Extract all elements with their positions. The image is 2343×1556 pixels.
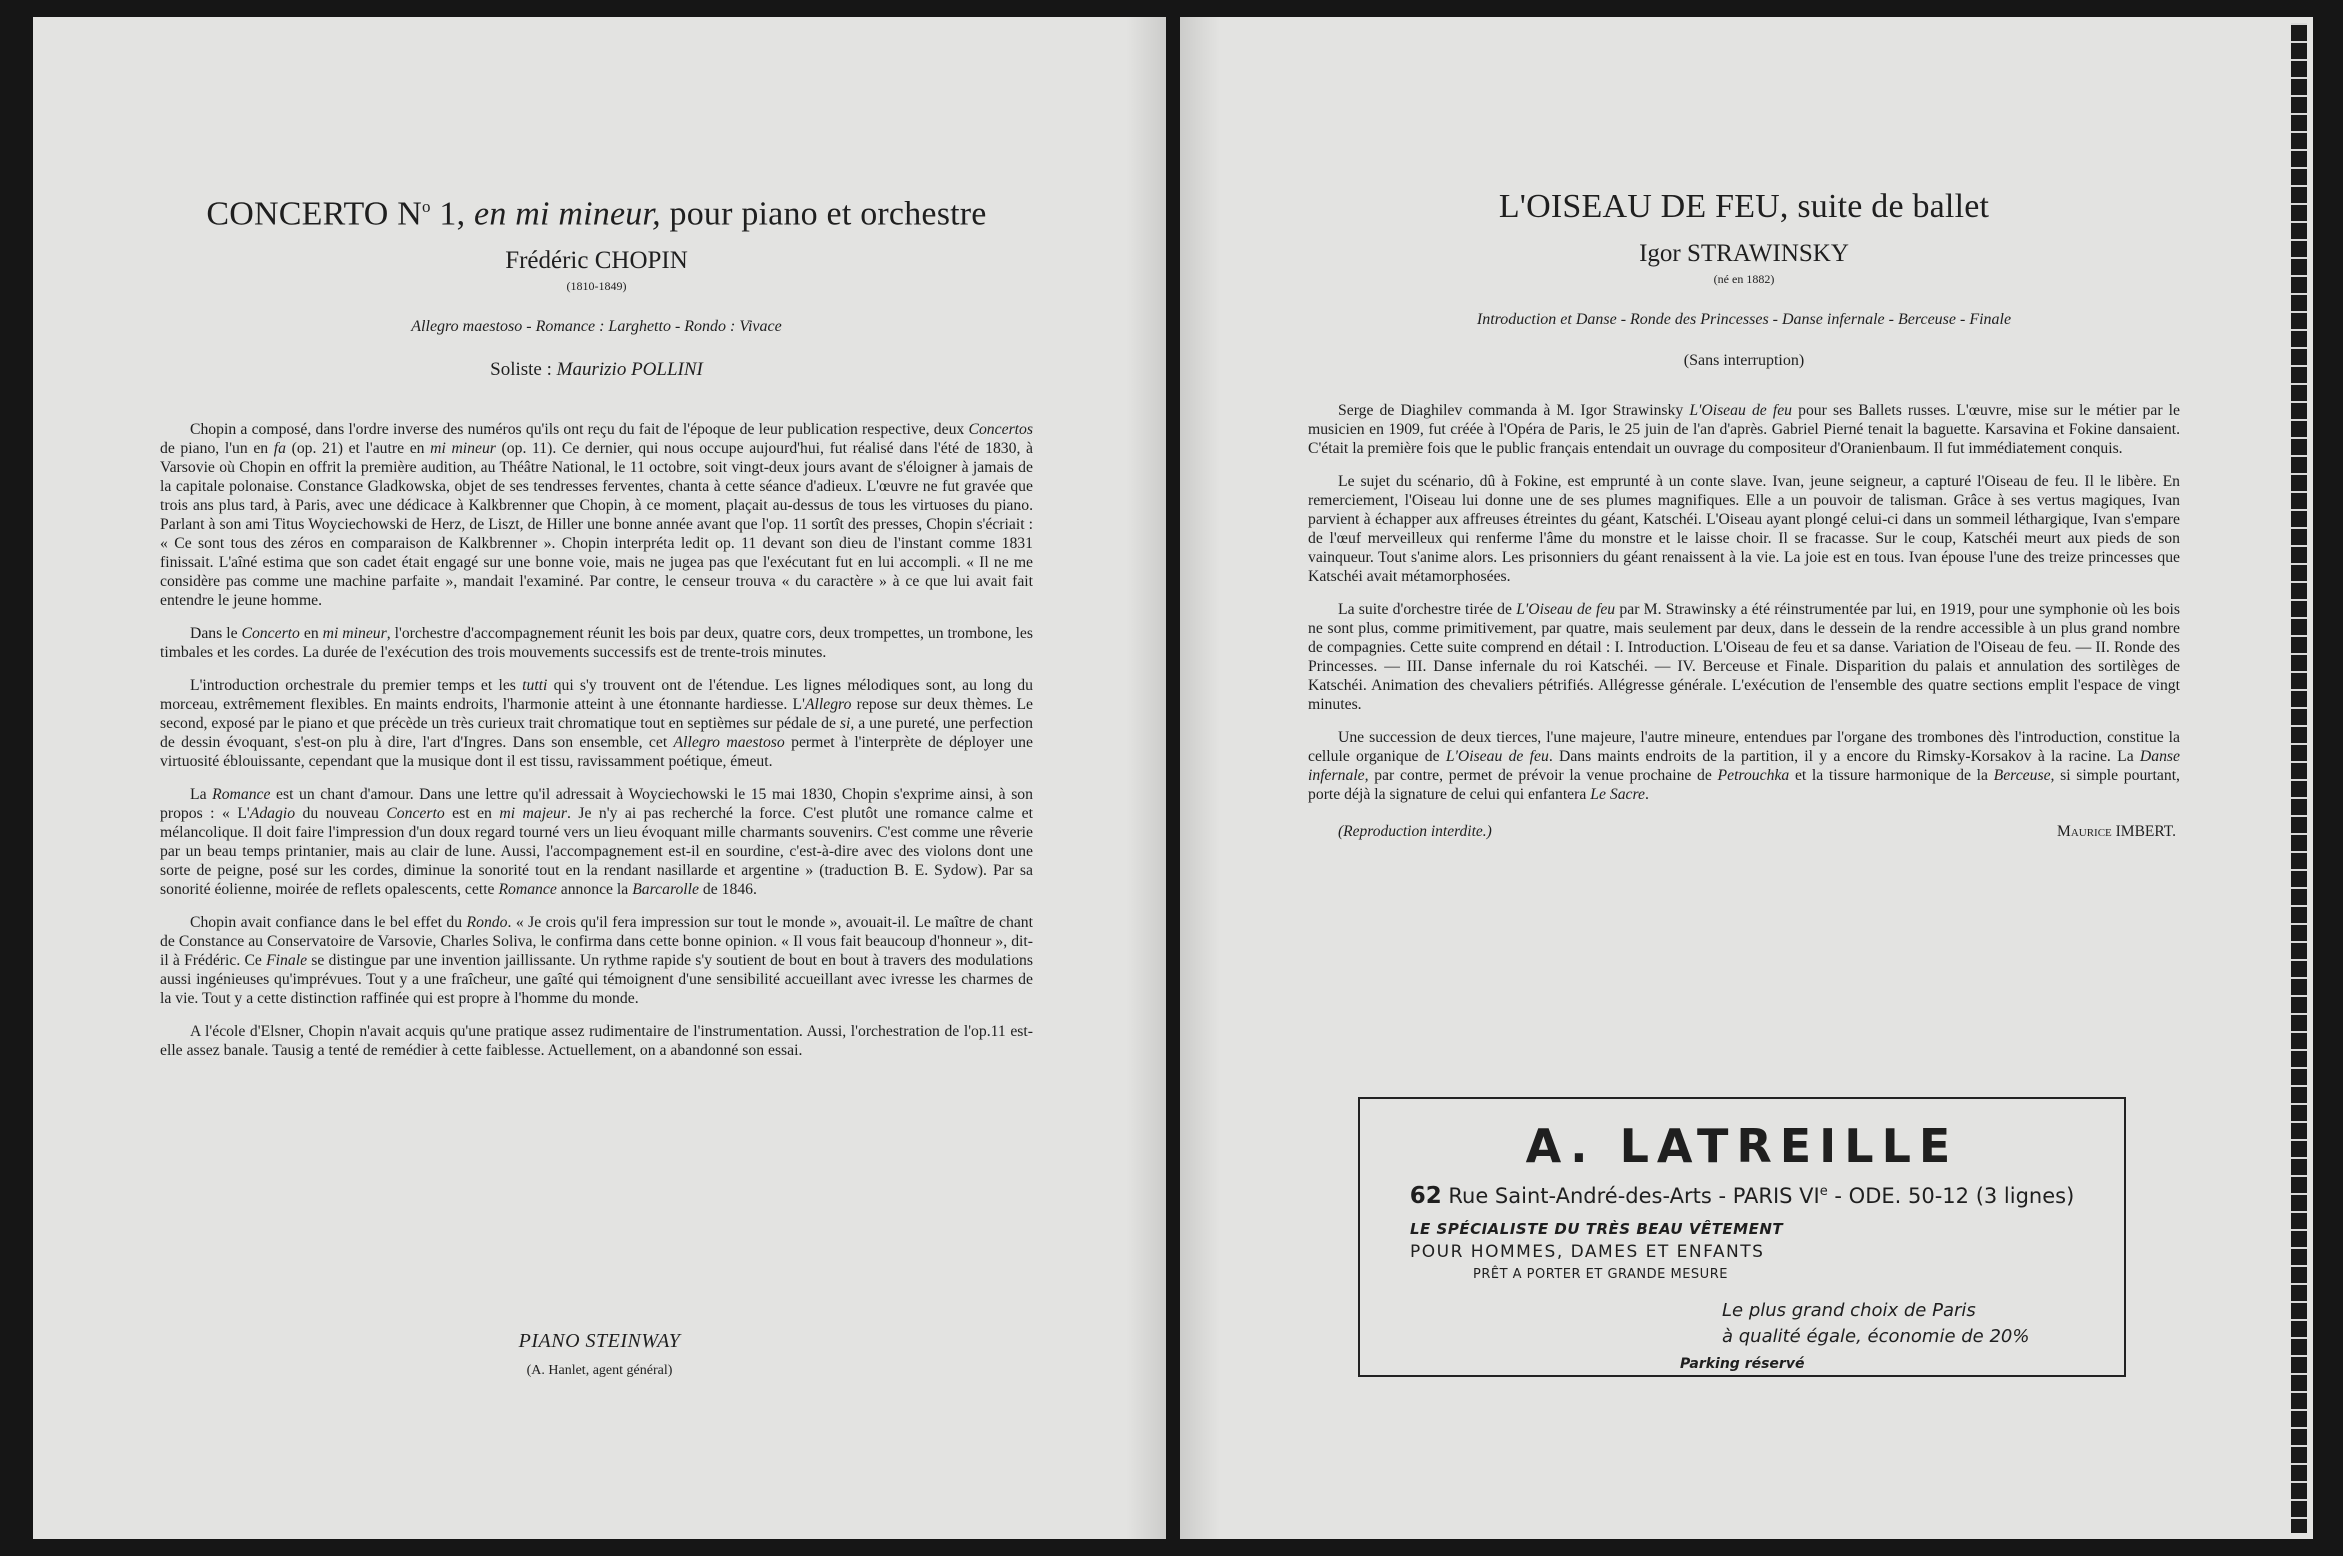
program-notes-text: [1308, 401, 2180, 804]
author-signature: Maurice IMBERT.: [2057, 823, 2176, 840]
paragraph: Chopin avait confiance dans le bel effet du Rondo. « Je crois qu'il fera impression sur tout le monde », avouait-il. Le maître de chant de Constance au Conservatoire de Varsovie, Charles Soliva, le confirma dans cette bonne opinion. « Il vous fait beaucoup d'honneur », dit-il à Frédéric. Ce Finale se distingue par une invention jaillissante. Un rythme rapide s'y soutient de bout en bout à travers des modulations aussi ingénieuses qu'imprévues. Tout y a une fraîcheur, une gaîté qui témoignent d'une sensibilité accueillant avec ivresse les charmes de la vie. Tout y a cette distinction raffinée qui est propre à l'homme du monde.: [160, 914, 1034, 1008]
soloist-line: Soliste : Maurizio POLLINI: [490, 359, 703, 381]
piano-credit: PIANO STEINWAY: [518, 1330, 681, 1352]
chopin-column: [160, 187, 1033, 1074]
composer-name: Igor STRAWINSKY: [1639, 240, 1849, 267]
right-page: [1180, 17, 2313, 1539]
paragraph: Dans le Concerto en mi mineur, l'orchestre d'accompagnement réunit les bois par deux, quatre cors, deux trompettes, un trombone, les timbales et les cordes. La durée de l'exécution des trois mouvements successifs est de trente-trois minutes.: [160, 625, 1033, 662]
reproduction-notice: (Reproduction interdite.): [1338, 823, 1492, 840]
composer-name: Frédéric CHOPIN: [505, 247, 688, 275]
strawinsky-title: L'OISEAU DE FEU, suite de ballet: [1498, 188, 1990, 225]
composer-dates: (né en 1882): [1713, 272, 1775, 286]
movements-list: Introduction et Danse - Ronde des Princesses - Danse infernale - Berceuse - Finale: [1476, 311, 2012, 328]
ad-brand: A. LATREILLE: [1525, 1119, 1959, 1173]
signature-line: [1308, 822, 2180, 842]
gutter-shadow: [1180, 17, 1220, 1539]
program-notes-text: [160, 420, 1033, 1060]
chopin-title: CONCERTO $N^o$ 1, en mi mineur, pour piano et orchestre: [206, 195, 987, 233]
gutter-shadow: [1126, 17, 1166, 1539]
left-page: [33, 17, 1166, 1539]
paragraph: L'introduction orchestrale du premier temps et les tutti qui s'y trouvent ont de l'étendue. Les lignes mélodiques sont, au long du morceau, extrêmement flexibles. En maints endroits, l'harmonie atteint à une étonnante hardiesse. L'Allegro repose sur deux thèmes. Le second, exposé par le piano et que précède un très curieux trait chromatique tout en septièmes sur pédale de si, a une pureté, une perfection de dessin évoquant, s'est-on plu à dire, l'art d'Ingres. Dans son ensemble, cet Allegro maestoso permet à l'interprète de déployer une virtuosité éblouissante, cependant que la musique dont il est tissu, ravissamment poétique, émeut.: [160, 677, 1033, 771]
paragraph: Serge de Diaghilev commanda à M. Igor Strawinsky L'Oiseau de feu pour ses Ballets russes. L'œuvre, mise sur le métier par le musicien en 1909, fut créée à l'Opéra de Paris, le 25 juin de l'an d'après. Gabriel Pierné tenait la baguette. Karsavina et Fokine dansaient. C'était la première fois que le public français entendait un ouvrage du compositeur d'Oranienbaum. Il fut immédiatement conquis.: [1308, 402, 2180, 457]
paragraph: A l'école d'Elsner, Chopin n'avait acquis qu'une pratique assez rudimentaire de l'instrumentation. Aussi, l'orchestration de l'op.11 est-elle assez banale. Tausig a tenté de remédier à cette faiblesse. Actuellement, on a abandonné son essai.: [160, 1023, 1033, 1060]
ad-choice: Le plus grand choix de Paris: [1722, 1300, 1976, 1321]
ad-address: 62 Rue Saint-André-des-Arts - PARIS VIe - ODE. 50-12 (3 lignes): [1409, 1183, 2075, 1209]
paragraph: La Romance est un chant d'amour. Dans une lettre qu'il adressait à Woyciechowski le 15 mai 1830, Chopin s'exprime ainsi, à son propos : « L'Adagio du nouveau Concerto est en mi majeur. Je n'y ai pas recherché la force. C'est plutôt une romance calme et mélancolique. Il doit faire l'impression d'un doux regard tourné vers un lieu évoquant mille charmants souvenirs. C'est comme une rêverie par un beau temps printanier, mais au clair de lune. Aussi, l'accompagnement est-il en sourdine, c'est-à-dire avec des violons dont une sorte de peigne, posé sur les cordes, diminue la sonorité tout en la rendant nasillarde et argentine » (traduction B. E. Sydow). Par sa sonorité éolienne, moirée de reflets opalescents, cette Romance annonce la Barcarolle de 1846.: [160, 786, 1033, 899]
ad-clients: POUR HOMMES, DAMES ET ENFANTS: [1410, 1242, 1765, 1262]
paragraph: Une succession de deux tierces, l'une majeure, l'autre mineure, entendues par l'organe des trombones dès l'introduction, constitue la cellule organique de L'Oiseau de feu. Dans maints endroits de la partition, il y a encore du Rimsky-Korsakov à la racine. La Danse infernale, par contre, permet de prévoir la venue prochaine de Petrouchka et la tissure harmonique de la Berceuse, si simple pourtant, porte déjà la signature de celui qui enfantera Le Sacre.: [1308, 729, 2180, 803]
page-edge-ticks: [2291, 23, 2307, 1533]
latreille-advertisement: [1358, 1097, 2126, 1377]
ad-parking: Parking réservé: [1680, 1356, 1805, 1372]
ad-specialist: LE SPÉCIALISTE DU TRÈS BEAU VÊTEMENT: [1410, 1220, 1784, 1238]
paragraph: La suite d'orchestre tirée de L'Oiseau de feu par M. Strawinsky a été réinstrumentée par lui, en 1919, pour une symphonie où les bois ne sont plus, comme primitivement, par quatre, mais seulement par deux, dans le dessein de la rendre accessible à un plus grand nombre de compagnies. Cette suite comprend en détail : I. Introduction. L'Oiseau de feu et sa danse. Variation de l'Oiseau de feu. — II. Ronde des Princesses. — III. Danse infernale du roi Katschéi. — IV. Berceuse et Finale. Disparition du palais et annulation des sortilèges de Katschéi. Animation des chevaliers pétrifiés. Allégresse générale. L'exécution de l'ensemble des quatre sections emplit l'espace de vingt minutes.: [1308, 601, 2180, 713]
performance-note: (Sans interruption): [1683, 352, 1805, 369]
paragraph: Le sujet du scénario, dû à Fokine, est emprunté à un conte slave. Ivan, jeune seigneur, a capturé l'Oiseau de feu. Il le libère. En remerciement, l'Oiseau lui donne une de ses plumes magnifiques. Elle a un pouvoir de talisman. Grâce à ses vertus magiques, Ivan parvient à échapper aux affreuses étreintes du géant, Katschéi. L'Oiseau ayant plongé celui-ci dans un sommeil léthargique, Ivan s'empare de l'œuf merveilleux qui renferme l'âme du monstre et le laisse choir. Il se fracasse. Sur le coup, Katschéi meurt aux pieds de son vainqueur. Tout s'anime alors. Les prisonniers du géant renaissent à la vie. La joie est en tous. Ivan épouse l'une des treize princesses que Katschéi avait métamorphosées.: [1308, 473, 2180, 585]
composer-dates: (1810-1849): [566, 279, 627, 294]
paragraph: Chopin a composé, dans l'ordre inverse des numéros qu'ils ont reçu du fait de l'époque de leur publication respective, deux Concertos de piano, l'un en fa (op. 21) et l'autre en mi mineur (op. 11). Ce dernier, qui nous occupe aujourd'hui, fut réalisé dans l'été de 1830, à Varsovie où Chopin en offrit la première audition, au Théâtre National, le 11 octobre, soit vingt-deux jours avant de s'éloigner à jamais de la capitale polonaise. Constance Gladkowska, objet de ses tendresses ferventes, chanta à cette séance d'adieux. L'œuvre ne fut gravée que trois ans plus tard, à Paris, avec une dédicace à Kalkbrenner que Chopin, à ce moment, plaçait au-dessus de tous les virtuoses du piano. Parlant à son ami Titus Woyciechowski de Herz, de Liszt, de Hiller une bonne année avant que l'op. 11 sortît des presses, Chopin s'écriait : « Ce sont tous des zéros en comparaison de Kalkbrenner ». Chopin interpréta ledit op. 11 devant son dieu de l'instant comme 1831 finissait. L'aîné estima que son cadet était engagé sur une bonne voie, mais ne jugea pas que l'exécutant fut en lui accompli. « Il ne me considère pas comme une machine parfaite », mandait l'examiné. Par contre, le censeur trouva « du caractère » à ce que lui avait fait entendre le jeune homme.: [160, 421, 1033, 610]
ad-ready-to-wear: PRÊT A PORTER ET GRANDE MESURE: [1473, 1267, 1728, 1282]
ad-quality: à qualité égale, économie de 20%: [1722, 1326, 2030, 1347]
agent-credit: (A. Hanlet, agent général): [526, 1363, 673, 1378]
strawinsky-column: [1308, 187, 2180, 842]
movements-list: Allegro maestoso - Romance : Larghetto - Rondo : Vivace: [411, 318, 782, 336]
